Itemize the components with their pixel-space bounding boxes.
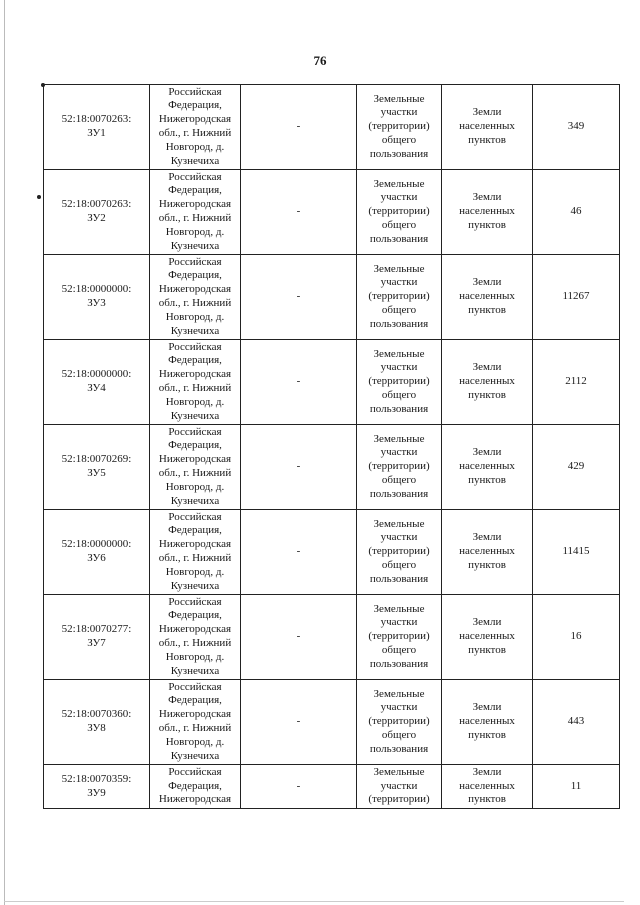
plot-label: ЗУ4 — [87, 382, 106, 394]
table-row — [44, 170, 620, 255]
permitted-use-cell: Земельные участки (территории) общего пользования — [357, 425, 442, 510]
permitted-use-cell: Земельные участки (территории) общего пользования — [357, 170, 442, 255]
owner-cell: - — [241, 170, 357, 255]
cadastral-number: 52:18:0070359: — [61, 772, 132, 785]
cadastral-number-cell — [44, 255, 150, 340]
area-cell: 11415 — [533, 510, 620, 595]
address-cell: Российская Федерация, Нижегородская обл., г. Нижний Новгород, д. Кузнечиха — [150, 340, 241, 425]
scan-bottom-line — [4, 901, 624, 902]
plot-label: ЗУ9 — [87, 786, 106, 799]
land-category-cell: Земли населенных пунктов — [442, 170, 533, 255]
plot-label: ЗУ6 — [87, 552, 106, 564]
permitted-use-cell: Земельные участки (территории) общего пользования — [357, 340, 442, 425]
permitted-use-cell: Земельные участки (территории) общего пользования — [357, 680, 442, 765]
owner-cell: - — [241, 595, 357, 680]
cadastral-number-cell — [44, 85, 150, 170]
owner-cell: - — [241, 510, 357, 595]
page-number: 76 — [313, 53, 327, 68]
cadastral-number-cell — [44, 425, 150, 510]
cadastral-number: 52:18:0000000: — [61, 283, 132, 296]
owner-cell: - — [241, 340, 357, 425]
area-cell: 2112 — [533, 340, 620, 425]
cadastral-number-cell — [44, 340, 150, 425]
plot-label: ЗУ7 — [87, 637, 106, 649]
cadastral-number: 52:18:0070277: — [61, 623, 132, 636]
owner-cell: - — [241, 765, 357, 809]
area-cell: 349 — [533, 85, 620, 170]
address-cell: Российская Федерация, Нижегородская обл., г. Нижний Новгород, д. Кузнечиха — [150, 510, 241, 595]
plot-label: ЗУ2 — [87, 212, 106, 224]
area-cell: 16 — [533, 595, 620, 680]
address-cell: Российская Федерация, Нижегородская обл., г. Нижний Новгород, д. Кузнечиха — [150, 680, 241, 765]
cadastral-number-cell — [44, 510, 150, 595]
cadastral-number: 52:18:0070263: — [61, 198, 132, 211]
address-cell: Российская Федерация, Нижегородская обл., г. Нижний Новгород, д. Кузнечиха — [150, 170, 241, 255]
plot-label: ЗУ5 — [87, 467, 106, 479]
scan-margin-line — [4, 0, 5, 905]
table-row — [44, 425, 620, 510]
land-category-cell: Земли населенных пунктов — [442, 595, 533, 680]
land-category-cell: Земли населенных пунктов — [442, 340, 533, 425]
cadastral-number: 52:18:0000000: — [61, 368, 132, 381]
table-row — [44, 765, 620, 809]
address-cell: Российская Федерация, Нижегородская обл., г. Нижний Новгород, д. Кузнечиха — [150, 85, 241, 170]
cadastral-number-cell — [44, 680, 150, 765]
scan-dot — [37, 195, 41, 199]
cadastral-number: 52:18:0070360: — [61, 708, 132, 721]
area-cell: 429 — [533, 425, 620, 510]
permitted-use-cell: Земельные участки (территории) общего пользования — [357, 255, 442, 340]
land-category-cell: Земли населенных пунктов — [442, 85, 533, 170]
land-category-cell: Земли населенных пунктов — [442, 765, 533, 809]
owner-cell: - — [241, 425, 357, 510]
plot-label: ЗУ3 — [87, 297, 106, 309]
address-cell: Российская Федерация, Нижегородская обл., г. Нижний Новгород, д. Кузнечиха — [150, 595, 241, 680]
area-cell: 11 — [533, 765, 620, 809]
table-row — [44, 340, 620, 425]
permitted-use-cell: Земельные участки (территории) общего пользования — [357, 595, 442, 680]
land-category-cell: Земли населенных пунктов — [442, 425, 533, 510]
plot-label: ЗУ8 — [87, 722, 106, 734]
land-category-cell: Земли населенных пунктов — [442, 255, 533, 340]
permitted-use-cell: Земельные участки (территории) общего пользования — [357, 510, 442, 595]
area-cell: 443 — [533, 680, 620, 765]
land-plots-table — [43, 84, 620, 809]
table-row — [44, 595, 620, 680]
land-category-cell: Земли населенных пунктов — [442, 680, 533, 765]
owner-cell: - — [241, 680, 357, 765]
permitted-use-cell: Земельные участки (территории) — [357, 765, 442, 809]
cadastral-number-cell — [44, 765, 150, 809]
owner-cell: - — [241, 85, 357, 170]
owner-cell: - — [241, 255, 357, 340]
address-cell: Российская Федерация, Нижегородская обл., г. Нижний Новгород, д. Кузнечиха — [150, 425, 241, 510]
address-cell: Российская Федерация, Нижегородская — [150, 765, 241, 809]
cadastral-number-cell — [44, 595, 150, 680]
cadastral-number: 52:18:0000000: — [61, 538, 132, 551]
cadastral-number: 52:18:0070263: — [61, 113, 132, 126]
table-row — [44, 510, 620, 595]
area-cell: 11267 — [533, 255, 620, 340]
table-row — [44, 255, 620, 340]
plot-label: ЗУ1 — [87, 127, 106, 139]
address-cell: Российская Федерация, Нижегородская обл., г. Нижний Новгород, д. Кузнечиха — [150, 255, 241, 340]
table-row — [44, 85, 620, 170]
table-row — [44, 680, 620, 765]
permitted-use-cell: Земельные участки (территории) общего пользования — [357, 85, 442, 170]
area-cell: 46 — [533, 170, 620, 255]
cadastral-number: 52:18:0070269: — [61, 453, 132, 466]
land-category-cell: Земли населенных пунктов — [442, 510, 533, 595]
cadastral-number-cell — [44, 170, 150, 255]
